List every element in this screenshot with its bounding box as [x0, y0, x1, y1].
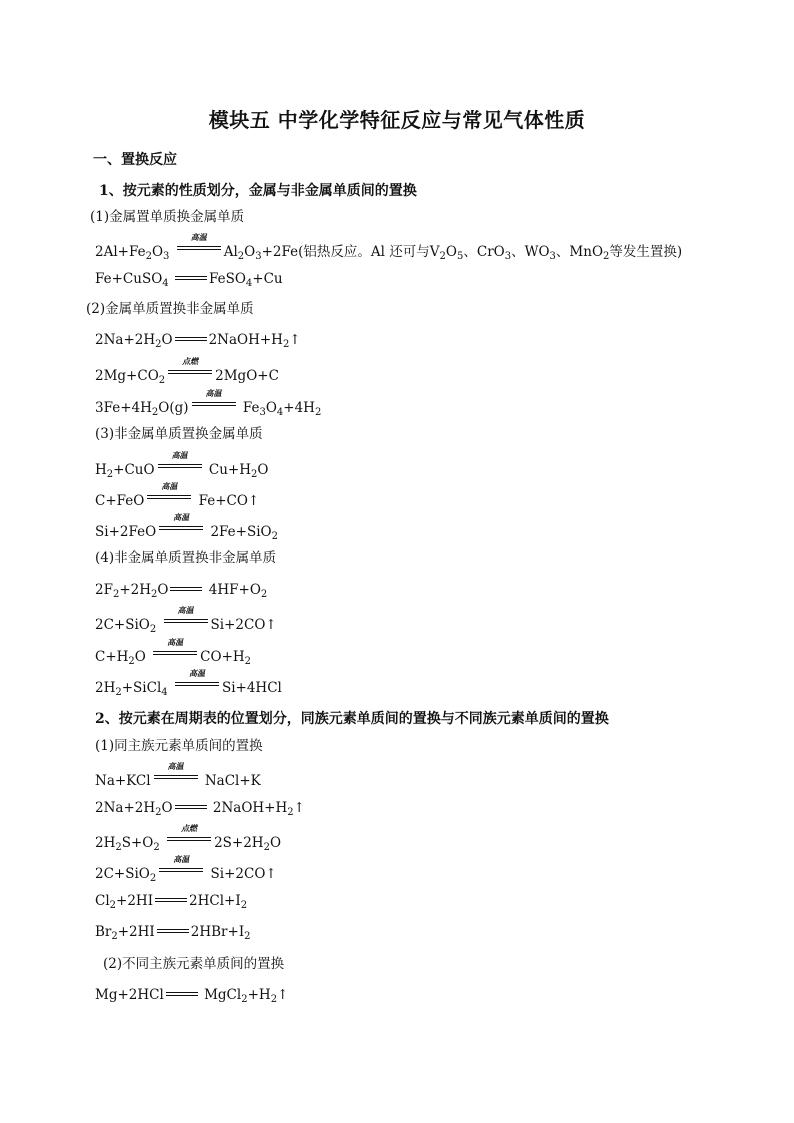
equation-cl2-hi: $Cl_2+2HI$ $2HCl+I_2$	[95, 893, 248, 911]
condition-high-temp: 高温	[151, 647, 199, 661]
condition-high-temp: 高温	[173, 678, 221, 692]
category-diff-group: (2)不同主族元素单质间的置换	[103, 956, 285, 972]
category-1: (1)金属置单质换金属单质	[90, 209, 245, 225]
condition-high-temp: 高温	[157, 522, 205, 536]
equation-thermite: $2Al+Fe_2O_3$ 高温 $Al_2O_3+2Fe$(铝热反应。Al 还可与$V_2O_5$、CrO$_3$、$WO_3$、MnO$_2$等发生置换)	[95, 232, 683, 262]
equation-h2s-o2: $2H_2S+O_2$ 点燃 $2S+2H_2O$	[95, 823, 282, 853]
condition-high-temp: 高温	[152, 771, 200, 785]
equation-h2-sicl4: $2H_2+SiCl_4$ 高温 Si+4HCl	[95, 668, 282, 698]
category-same-group: (1)同主族元素单质间的置换	[95, 738, 263, 754]
equation-c-sio2: 2C+SiO$_2$ 高温 Si+2CO↑	[95, 605, 277, 635]
equation-c-sio2-2: 2C+SiO$_2$ 高温 Si+2CO↑	[95, 854, 277, 884]
condition-high-temp: 高温	[145, 491, 193, 505]
equation-mg-co2: $2Mg+CO_2$ 点燃 2MgO+C	[95, 356, 279, 386]
condition-ignite: 点燃	[165, 833, 213, 847]
condition-high-temp: 高温	[175, 242, 223, 256]
condition-high-temp: 高温	[157, 864, 205, 878]
equation-si-feo: Si+2FeO 高温 2Fe+SiO$_2$	[95, 512, 278, 542]
equation-br2-hi: $Br_2+2HI$ $2HBr+I_2$	[95, 924, 251, 942]
subsection-heading-2: 2、按元素在周期表的位置划分，同族元素单质间的置换与不同族元素单质间的置换	[95, 711, 609, 727]
equation-f2-water: $2F_2+2H_2O$ $4HF+O_2$	[95, 582, 268, 600]
condition-high-temp: 高温	[190, 398, 238, 412]
category-3: (3)非金属单质置换金属单质	[95, 426, 263, 442]
category-4: (4)非金属单质置换非金属单质	[95, 550, 277, 566]
equation-c-water: $C+H_2O$ 高温 $CO+H_2$	[95, 637, 252, 667]
equation-h2-cuo: $H_2+CuO$ 高温 $Cu+H_2O$	[95, 450, 269, 480]
subsection-heading-1: 1、按元素的性质划分，金属与非金属单质间的置换	[99, 183, 417, 199]
equation-na-water: $2Na+2H_2O$ $2NaOH+H_2↑$	[95, 332, 301, 350]
section-heading-substitution: 一、置换反应	[93, 152, 177, 168]
category-2: (2)金属单质置换非金属单质	[86, 301, 254, 317]
equation-mg-hcl: Mg+2HCl $MgCl_2+H_2↑$	[95, 987, 289, 1005]
condition-high-temp: 高温	[156, 460, 204, 474]
equation-fe-cuso4: Fe+CuSO$_4$ FeSO$_4$+Cu	[95, 271, 283, 289]
equation-na-kcl: Na+KCl 高温 NaCl+K	[95, 761, 261, 789]
condition-high-temp: 高温	[162, 615, 210, 629]
equation-na-water-2: $2Na+2H_2O$ $2NaOH+H_2↑$	[95, 800, 305, 818]
equation-fe-steam: $3Fe+4H_2O(g)$ 高温 $Fe_3O_4+4H_2$	[95, 388, 322, 418]
page-title: 模块五 中学化学特征反应与常见气体性质	[208, 108, 586, 132]
condition-ignite: 点燃	[166, 366, 214, 380]
equation-c-feo: C+FeO 高温 Fe+CO↑	[95, 481, 260, 509]
